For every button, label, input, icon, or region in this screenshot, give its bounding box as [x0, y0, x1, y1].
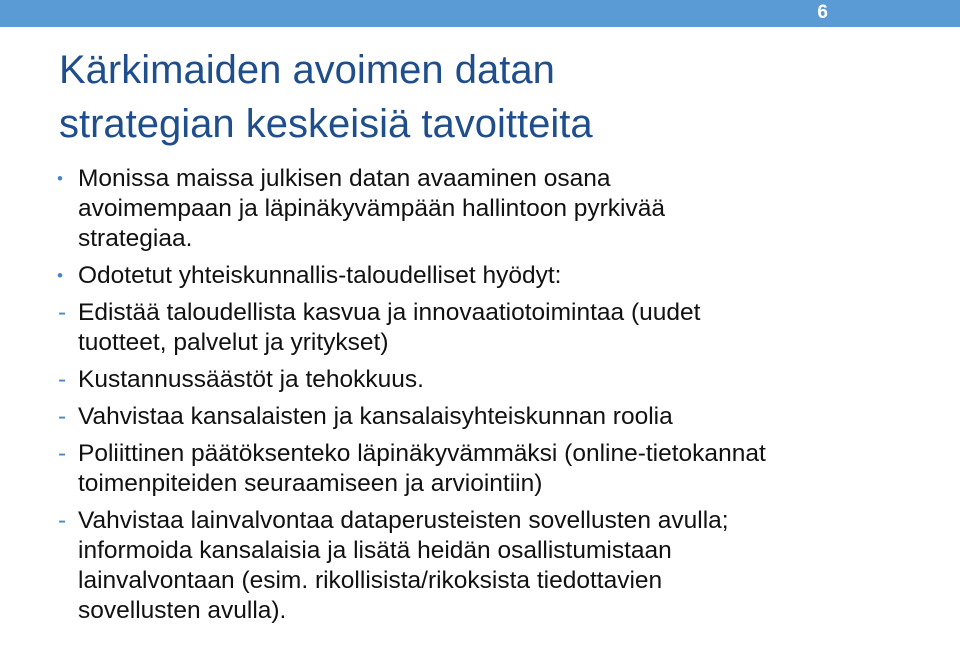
- item-line: lainvalvontaan (esim. rikollisista/rikoksista tiedottavien: [78, 567, 663, 594]
- dash-item: [57, 298, 937, 358]
- title-line: Kärkimaiden avoimen datan: [59, 48, 555, 92]
- dash-marker: -: [58, 507, 67, 534]
- title-line: strategian keskeisiä tavoitteita: [59, 102, 593, 146]
- dash-marker: -: [58, 366, 67, 393]
- bullet-item: [57, 261, 937, 291]
- item-line: avoimempaan ja läpinäkyvämpään hallintoon pyrkivää: [78, 195, 665, 222]
- item-line: Monissa maissa julkisen datan avaaminen osana: [78, 165, 611, 192]
- bullet-marker: •: [57, 169, 63, 188]
- item-line: Vahvistaa lainvalvontaa dataperusteisten sovellusten avulla;: [78, 507, 729, 534]
- dash-item: [57, 506, 937, 626]
- item-line: toimenpiteiden seuraamiseen ja arviointiin): [78, 470, 543, 497]
- item-line: Odotetut yhteiskunnallis-taloudelliset hyödyt:: [78, 262, 562, 289]
- dash-marker: -: [58, 299, 67, 326]
- item-line: informoida kansalaisia ja lisätä heidän osallistumistaan: [78, 537, 672, 564]
- item-line: strategiaa.: [78, 225, 193, 252]
- dash-marker: -: [58, 440, 67, 467]
- dash-item: [57, 439, 937, 499]
- slide-number: 6: [817, 2, 828, 23]
- item-line: Vahvistaa kansalaisten ja kansalaisyhteiskunnan roolia: [78, 403, 673, 430]
- slide-body: [57, 164, 937, 626]
- item-line: sovellusten avulla).: [78, 597, 287, 624]
- bullet-item: [57, 164, 937, 254]
- header-bar: [0, 0, 960, 27]
- item-line: Kustannussäästöt ja tehokkuus.: [78, 366, 424, 393]
- dash-item: [57, 402, 937, 432]
- item-line: Edistää taloudellista kasvua ja innovaatiotoimintaa (uudet: [78, 299, 701, 326]
- slide-title: [59, 43, 919, 151]
- dash-marker: -: [58, 403, 67, 430]
- item-line: tuotteet, palvelut ja yritykset): [78, 329, 389, 356]
- bullet-marker: •: [57, 266, 63, 285]
- dash-item: [57, 365, 937, 395]
- item-line: Poliittinen päätöksenteko läpinäkyvämmäksi (online-tietokannat: [78, 440, 766, 467]
